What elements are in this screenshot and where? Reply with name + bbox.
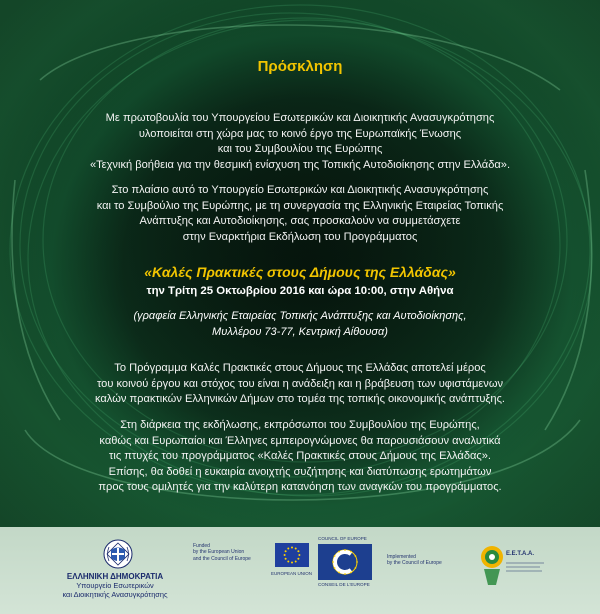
eu-funded-line: Funded: [193, 543, 210, 549]
program-paragraph: [0, 361, 600, 408]
intro-line: υλοποιείται στη χώρα μας το κοινό έργο της Ευρωπαϊκής Ένωσης: [138, 127, 462, 140]
program-line: Το Πρόγραμμα Καλές Πρακτικές στους Δήμους της Ελλάδας αποτελεί μέρος: [114, 362, 486, 374]
invite-line: Ανάπτυξης και Αυτοδιοίκησης, σας προσκαλούν να συμμετάσχετε: [139, 215, 461, 228]
invite-paragraph: [0, 183, 600, 245]
intro-paragraph: [0, 111, 600, 173]
coe-impl-line: Implemented: [387, 554, 416, 560]
venue-line: (γραφεία Ελληνικής Εταιρείας Τοπικής Ανάπτυξης και Αυτοδιοίκησης,: [133, 310, 467, 322]
eu-funded-line: and the Council of Europe: [193, 555, 251, 562]
event-date: την Τρίτη 25 Οκτωβρίου 2016 και ώρα 10:00, στην Αθήνα: [146, 285, 454, 297]
greek-republic-emblem-icon: [103, 539, 133, 569]
ministry-logo-text: [50, 572, 180, 599]
eetaa-label: E.E.T.A.A.: [506, 551, 535, 557]
details-paragraph: [0, 418, 600, 496]
event-venue: [0, 308, 600, 340]
event-title: «Καλές Πρακτικές στους Δήμους της Ελλάδας»: [144, 264, 456, 280]
gov-ministry-line: Υπουργείο Εσωτερικών: [76, 581, 154, 590]
gov-title: ΕΛΛΗΝΙΚΗ ΔΗΜΟΚΡΑΤΙΑ: [66, 572, 164, 581]
gov-ministry-line: και Διοικητικής Ανασυγκρότησης: [62, 590, 168, 599]
invite-line: και το Συμβούλιο της Ευρώπης, με τη συνεργασία της Ελληνικής Εταιρείας Τοπικής: [96, 199, 504, 212]
coe-bottom-label: CONSEIL DE L'EUROPE: [318, 582, 370, 587]
invite-line: στην Εναρκτήρια Εκδήλωση του Προγράμματος: [182, 230, 418, 243]
eetaa-emblem-icon: [478, 539, 548, 599]
details-line: καθώς και Ευρωπαίοι και Έλληνες εμπειρογνώμονες θα παρουσιάσουν αναλυτικά: [99, 434, 501, 447]
intro-line: και του Συμβουλίου της Ευρώπης: [217, 143, 383, 156]
invitation-title: Πρόσκληση: [257, 58, 343, 75]
council-of-europe-logo: [318, 536, 473, 592]
eu-funded-line: by the European Union: [193, 549, 245, 556]
details-line: Στη διάρκεια της εκδήλωσης, εκπρόσωποι του Συμβουλίου της Ευρώπης,: [120, 419, 480, 431]
eu-label: EUROPEAN UNION: [271, 571, 313, 576]
coe-impl-line: by the Council of Europe: [387, 560, 442, 567]
council-of-europe-icon: [318, 544, 372, 580]
coe-top-label: COUNCIL OF EUROPE: [318, 536, 367, 541]
details-line: τις πτυχές του προγράμματος «Καλές Πρακτικές στους Δήμους της Ελλάδας».: [108, 450, 492, 463]
intro-line: «Τεχνική βοήθεια για την θεσμική ενίσχυση της Τοπικής Αυτοδιοίκησης στην Ελλάδα».: [89, 158, 511, 171]
eetaa-logo: [478, 539, 548, 599]
eu-flag-icon: [275, 543, 309, 567]
invite-line: Στο πλαίσιο αυτό το Υπουργείο Εσωτερικών και Διοικητικής Ανασυγκρότησης: [111, 184, 489, 196]
intro-line: Με πρωτοβουλία του Υπουργείου Εσωτερικών και Διοικητικής Ανασυγκρότησης: [105, 112, 495, 124]
sponsor-footer: [0, 527, 600, 614]
eu-funding-logo: [193, 541, 315, 593]
venue-line: Μυλλέρου 73-77, Κεντρική Αίθουσα): [212, 326, 388, 338]
coe-implemented-text: [387, 554, 473, 567]
details-line: προς τους ομιλητές για την καλύτερη κατανόηση των αναγκών του προγράμματος.: [98, 481, 502, 494]
eu-funded-text: [193, 543, 263, 562]
program-line: του κοινού έργου και στόχος του είναι η ανάδειξη και η βράβευση των υφιστάμενων: [96, 377, 504, 390]
details-line: Επίσης, θα δοθεί η ευκαιρία ανοιχτής συζήτησης και διατύπωσης ερωτημάτων: [108, 465, 492, 478]
program-line: καλών πρακτικών Ελληνικών Δήμων στο τομέα της τοπικής οικονομικής ανάπτυξης.: [94, 393, 505, 406]
